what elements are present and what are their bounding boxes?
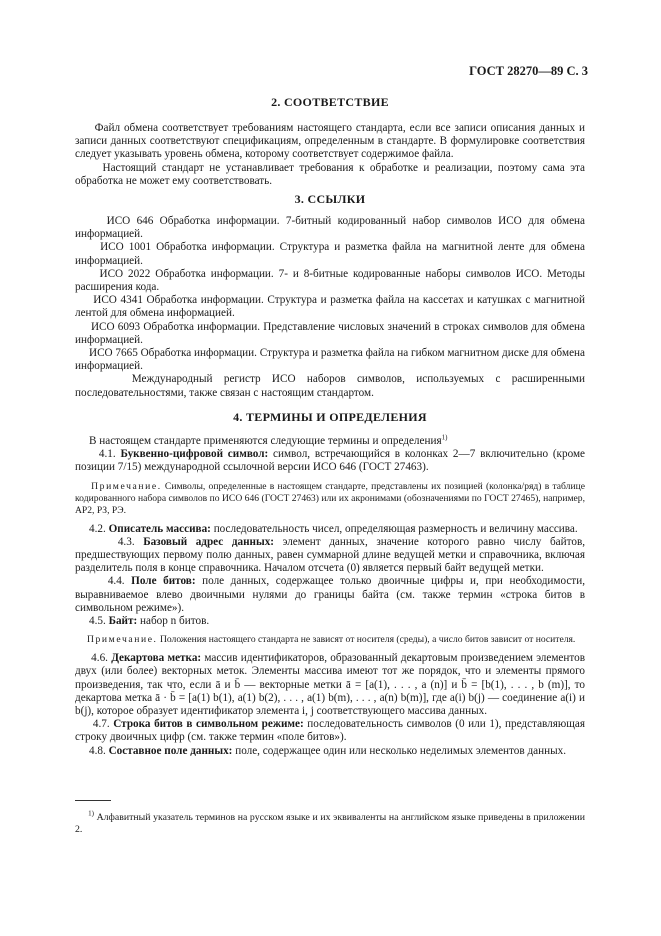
reference-item: Международный регистр ИСО наборов символов, используемых с расширенными последовательностями, также связан с настоящим стандартом. — [75, 373, 585, 399]
reference-item: ИСО 6093 Обработка информации. Представление числовых значений в строках символов для обмена информацией. — [75, 320, 586, 346]
footnote-divider — [75, 800, 111, 801]
reference-item: ИСО 4341 Обработка информации. Структура и разметка файла на кассетах и катушках с магнитной лентой для обмена информацией. — [75, 294, 586, 320]
term-4-2: 4.2. Описатель массива: последовательность чисел, определяющая размерность и величину массива. — [88, 522, 578, 535]
reference-item: ИСО 646 Обработка информации. 7-битный кодированный набор символов ИСО для обмена информацией. — [75, 215, 585, 241]
term-4-4: 4.4. Поле битов: поле данных, содержащее только двоичные цифры и, при необходимости, выравниваемое влево двоичными нулями до границы байта (см. также термин «строка битов в символьном режиме»). — [75, 575, 585, 614]
page-header: ГОСТ 28270—89 С. 3 — [469, 64, 588, 78]
section-2-title: 2. СООТВЕТСТВИЕ — [271, 95, 389, 109]
term-4-3: 4.3. Базовый адрес данных: элемент данных, значение которого равно числу байтов, предшествующих первому полю данных, равен суммарной длине ведущей метки и справочника, включая разделитель поля в конце справочника. Началом отсчета (0) является первый байт ведущей метки. — [75, 535, 586, 575]
term-4-8: 4.8. Составное поле данных: поле, содержащее один или несколько неделимых элементов данных. — [88, 744, 566, 757]
term-4-5: 4.5. Байт: набор n битов. — [88, 615, 210, 628]
paragraph: В настоящем стандарте применяются следующие термины и определения$^{1)}$ — [88, 433, 448, 447]
note-2: Примечание. Положения настоящего стандарта не зависят от носителя (среды), а число битов зависит от носителя. — [87, 634, 576, 646]
footnote-text: Алфавитный указатель терминов на русском языке и их эквиваленты на английском языке приведены в приложении 2. — [75, 812, 585, 835]
footnote-ref: 1) — [441, 433, 448, 442]
section-3-title: 3. ССЫЛКИ — [294, 192, 366, 206]
section-3-body — [75, 215, 585, 400]
reference-item: ИСО 7665 Обработка информации. Структура и разметка файла на гибком магнитном диске для обмена информацией. — [75, 347, 585, 373]
term-4-7: 4.7. Строка битов в символьном режиме: последовательность символов (0 или 1), представляющая строку двоичных цифр (см. также термин «поле битов»). — [75, 718, 585, 744]
section-4-body — [75, 435, 585, 758]
section-4-title: 4. ТЕРМИНЫ И ОПРЕДЕЛЕНИЯ — [233, 410, 427, 424]
reference-item: ИСО 1001 Обработка информации. Структура и разметка файла на магнитной ленте для обмена информацией. — [75, 241, 586, 267]
note-1: Примечание. Символы, определенные в настоящем стандарте, представлены их позицией (колонка/ряд) в таблице кодированного набора символов по ИСО 646 (ГОСТ 27463) или их акронимами (обозначениями по ГОСТ 27465), например, АР2, РЗ, РЭ. — [75, 480, 585, 516]
reference-item: ИСО 2022 Обработка информации. 7- и 8-битные кодированные наборы символов ИСО. Методы расширения кода. — [75, 267, 585, 294]
section-2-body — [75, 122, 585, 188]
term-4-1: 4.1. Буквенно-цифровой символ: символ, встречающийся в колонках 2—7 включительно (кроме позиции 7/15) международной ссылочной версии ИСО 646 (ГОСТ 27463). — [75, 448, 586, 474]
paragraph: Файл обмена соответствует требованиям настоящего стандарта, если все записи описания данных и записи данных соответствуют спецификациям, определенным в стандарте. В формулировке соответствия следует указывать уровень обмена, которому соответствует содержимое файла. — [75, 122, 585, 161]
paragraph: Настоящий стандарт не устанавливает требования к обработке и реализации, поэтому сама эта обработка не может ему соответствовать. — [75, 161, 586, 187]
term-4-6: 4.6. Декартова метка: массив идентификаторов, образованный декартовым произведением элементов двух (или более) векторных меток. Элементы массива имеют тот же порядок, что и элементы прямого произведения, так что, если ā и b̄ — векторные метки ā = [a(1), . . . , a (n)] и b̄ = [b(1), . . . , b (m)], то декартова метка ā · b̄ = [a(1) b(1), a(1) b(2), . . . , a(1) b(m), . . . , a(n) b(m)], где a(i) b(j) — соединение a(i) и b(j), которое образует идентификатор элемента i, j соответствующего массива данных. — [75, 652, 586, 718]
footnote-mark: 1) — [88, 809, 94, 818]
footnote — [75, 809, 585, 836]
